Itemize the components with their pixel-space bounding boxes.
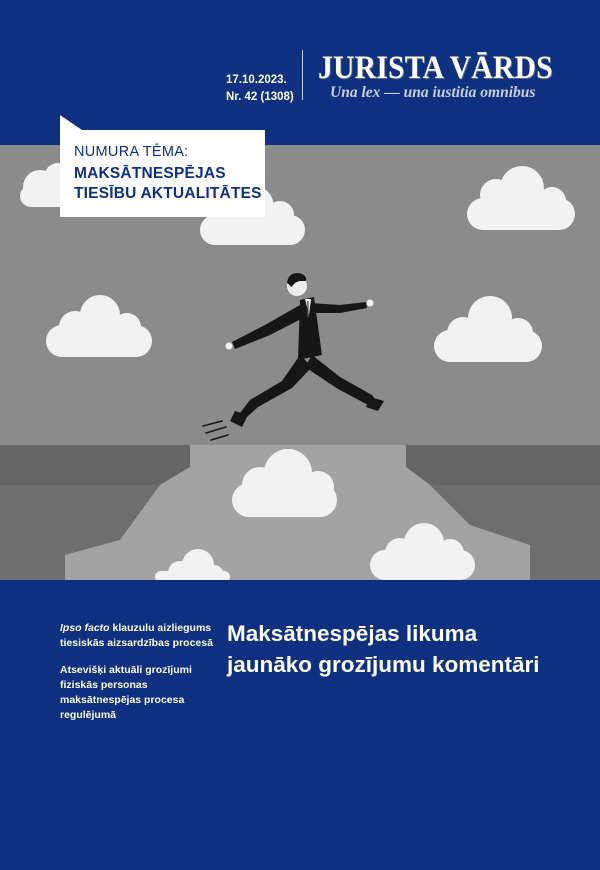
brand-motto: Una lex — una iustitia omnibus (330, 84, 536, 101)
teaser-item (60, 663, 220, 723)
masthead (0, 0, 600, 145)
teaser-text: klauzulu aizliegums tiesiskās aizsardzības procesā (60, 622, 213, 649)
masthead-divider (302, 50, 303, 100)
teaser-text: Atsevišķi aktuāli grozījumi fiziskās personas maksātnespējas procesa regulējumā (60, 664, 192, 721)
right-cliff-face (406, 445, 600, 485)
issue-number: Nr. 42 (1308) (226, 91, 294, 103)
theme-title-line: TIESĪBU AKTUALITĀTES (74, 185, 262, 202)
theme-title-line: MAKSĀTNESPĒJAS (74, 165, 226, 182)
brand-logo: JURISTA VĀRDS (318, 50, 553, 86)
theme-kicker: NUMURA TĒMA: (74, 144, 189, 160)
cover-headline: Maksātnespējas likuma jaunāko grozījumu komentāri (227, 621, 540, 677)
article-teasers (60, 621, 220, 735)
theme-callout-pointer (60, 115, 82, 130)
issue-date: 17.10.2023. (226, 74, 287, 86)
teaser-italic: Ipso facto (60, 622, 110, 634)
left-cliff-face (0, 445, 190, 485)
theme-title (74, 164, 262, 204)
teaser-item (60, 621, 220, 651)
issue-info (226, 72, 294, 106)
theme-callout (60, 130, 265, 217)
